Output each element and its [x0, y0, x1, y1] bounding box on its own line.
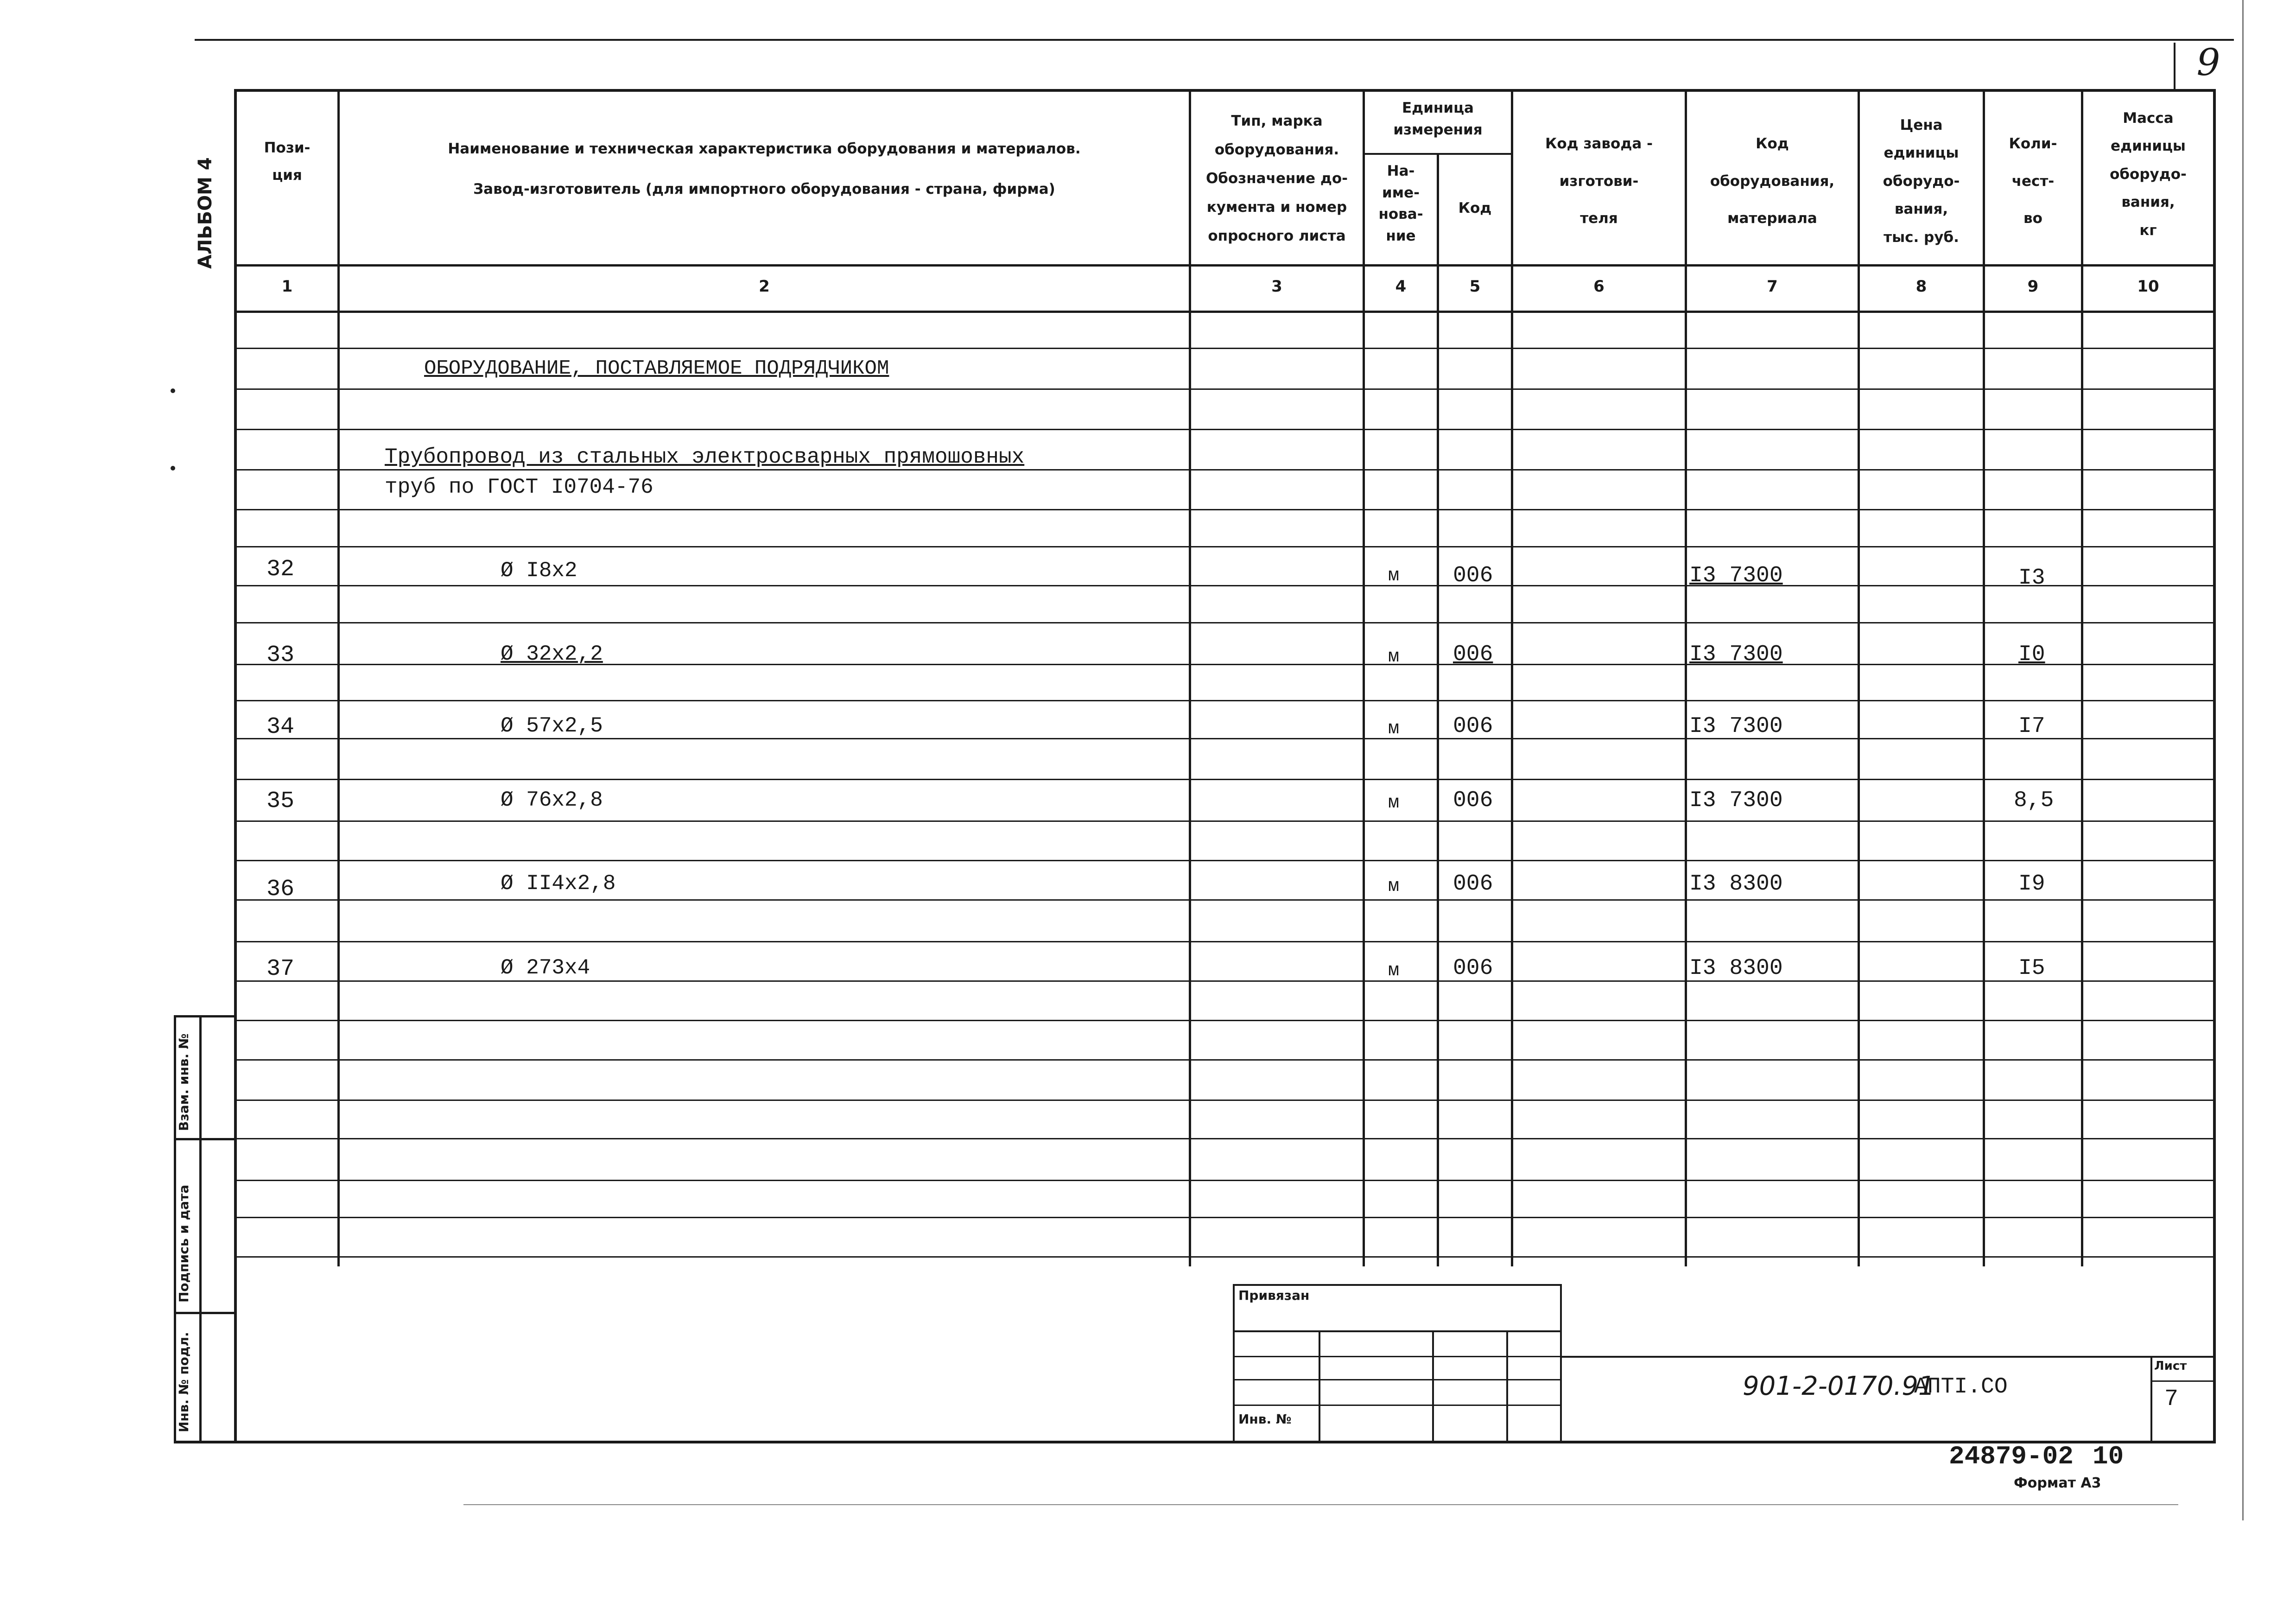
corner-box-left	[2174, 43, 2175, 89]
header-type-line: опросного листа	[1208, 228, 1346, 244]
row-qty: I9	[2018, 871, 2045, 896]
table-row-line	[234, 1020, 2216, 1021]
table-row-line	[234, 348, 2216, 349]
row-qty: I0	[2018, 642, 2045, 667]
col-line-3	[1363, 89, 1365, 1266]
stamp-col-2	[1432, 1330, 1434, 1442]
colnum-3: 3	[1271, 277, 1282, 296]
row-material-code: I3 8300	[1689, 956, 1783, 981]
stamp-col-3	[1506, 1330, 1508, 1442]
row-material-code: I3 7300	[1689, 714, 1783, 739]
header-material-code-line: оборудования,	[1710, 172, 1835, 190]
stamp-row-1	[1233, 1330, 1562, 1332]
row-material-code: I3 7300	[1689, 788, 1783, 813]
stamp-right-line	[1560, 1284, 1562, 1442]
row-name: Ø II4x2,8	[501, 871, 616, 896]
header-price	[1860, 111, 1983, 251]
header-mass-line: оборудо-	[2110, 165, 2187, 183]
row-unit-code: 006	[1453, 642, 1493, 667]
row-unit: м	[1388, 960, 1400, 981]
section-title: ОБОРУДОВАНИЕ, ПОСТАВЛЯЕМОЕ ПОДРЯДЧИКОМ	[424, 357, 889, 380]
header-unit-group	[1365, 97, 1511, 140]
row-unit: м	[1388, 718, 1400, 739]
header-type-line: кумента и номер	[1206, 199, 1347, 216]
row-name: Ø 57x2,5	[501, 714, 603, 738]
row-pos: 37	[266, 956, 295, 982]
row-unit-code: 006	[1453, 563, 1493, 588]
header-type-line: оборудования.	[1214, 141, 1339, 158]
table-row-line	[234, 388, 2216, 390]
header-name-line: Завод-изготовитель (для импортного оборудования - страна, фирма)	[473, 180, 1055, 197]
scan-dot	[171, 466, 175, 470]
table-row-line	[234, 1138, 2216, 1139]
table-row-line	[234, 941, 2216, 942]
header-pos-line: ция	[272, 166, 302, 184]
table-row-line	[234, 738, 2216, 739]
header-pos-line: Пози-	[264, 140, 311, 156]
side-stamp-orig-inv: Инв. № подл.	[176, 1332, 191, 1432]
row-name: Ø 32x2,2	[501, 642, 603, 666]
header-name-line: Наименование и техническая характеристика оборудования и материалов.	[448, 140, 1081, 157]
table-row-line	[234, 820, 2216, 822]
side-stamp-replaced-inv: Взам. инв. №	[176, 1033, 191, 1131]
header-price-line: единицы	[1884, 145, 1959, 162]
header-material-code	[1687, 125, 1858, 237]
header-mass-line: единицы	[2111, 138, 2186, 155]
sheet-box-mid	[2150, 1380, 2215, 1382]
table-row-line	[234, 509, 2216, 510]
table-row-line	[234, 546, 2216, 547]
header-qty-line: чест-	[2011, 172, 2055, 190]
header-name	[340, 129, 1189, 210]
side-stamp-signature-date: Подпись и дата	[176, 1184, 191, 1303]
row-unit-code: 006	[1453, 956, 1493, 981]
col-line-8	[1983, 89, 1985, 1266]
row-unit-code: 006	[1453, 714, 1493, 739]
right-edge-line	[2242, 0, 2244, 1520]
stamp-row-3	[1233, 1379, 1562, 1380]
table-row-line	[234, 585, 2216, 586]
colnum-10: 10	[2137, 277, 2159, 296]
table-row-line	[234, 429, 2216, 430]
row-pos: 32	[266, 556, 295, 583]
doc-code-hand: 901-2-0170.91	[1743, 1371, 1935, 1401]
row-unit-code: 006	[1453, 871, 1493, 896]
sheet-number: 7	[2164, 1386, 2179, 1412]
stamp-bound-label: Привязан	[1238, 1288, 1310, 1303]
header-qty	[1985, 125, 2081, 237]
col-line-7	[1858, 89, 1860, 1266]
row-material-code: I3 7300	[1689, 642, 1783, 667]
header-mass-line: Масса	[2123, 110, 2174, 127]
stamp-left-line	[1233, 1284, 1235, 1442]
table-row-line	[234, 1217, 2216, 1218]
top-rule	[195, 39, 2234, 41]
row-pos: 34	[266, 714, 295, 740]
sheet-box-left	[2150, 1356, 2152, 1443]
colnum-4: 4	[1395, 277, 1407, 296]
stamp-row-4	[1233, 1405, 1562, 1406]
header-bottom-line	[234, 264, 2216, 267]
header-factory-code-line: теля	[1580, 210, 1618, 227]
sheet-label: Лист	[2154, 1359, 2187, 1373]
header-material-code-line: материала	[1727, 210, 1817, 227]
header-type-line: Тип, марка	[1231, 113, 1323, 129]
row-unit: м	[1388, 876, 1400, 897]
row-name: Ø 273x4	[501, 956, 590, 980]
header-qty-line: во	[2023, 210, 2042, 227]
side-stamp-mid	[199, 1015, 202, 1442]
stamp-row-2	[1233, 1356, 1562, 1357]
col-line-9	[2081, 89, 2083, 1266]
colnum-9: 9	[2027, 277, 2039, 296]
colnum-6: 6	[1593, 277, 1605, 296]
doc-code-type: АПТI.СО	[1914, 1374, 2008, 1399]
format-label: Формат А3	[2014, 1475, 2101, 1491]
row-qty: 8,5	[2014, 788, 2054, 813]
table-row-line	[234, 622, 2216, 623]
corner-sheet-number: 9	[2196, 41, 2220, 84]
row-pos: 36	[266, 876, 295, 903]
album-label: АЛЬБОМ 4	[195, 157, 216, 269]
header-unit-code	[1439, 195, 1511, 222]
header-price-line: Цена	[1900, 117, 1943, 134]
header-factory-code-line: Код завода -	[1545, 135, 1653, 152]
table-row-line	[234, 1180, 2216, 1181]
header-mass-line: кг	[2139, 222, 2157, 239]
header-factory-code	[1513, 125, 1685, 237]
row-material-code: I3 8300	[1689, 871, 1783, 896]
row-pos: 33	[266, 642, 295, 668]
header-unit-group-line: Единица	[1402, 100, 1474, 116]
col-line-1	[337, 89, 340, 1266]
row-unit: м	[1388, 793, 1400, 814]
header-type	[1191, 107, 1363, 250]
header-material-code-line: Код	[1756, 135, 1789, 152]
col-line-5	[1511, 89, 1513, 1266]
row-unit-code: 006	[1453, 788, 1493, 813]
col-line-2	[1189, 89, 1191, 1266]
side-stamp-div2	[174, 1312, 236, 1314]
header-pos	[237, 134, 337, 189]
archive-suffix: 10	[2093, 1442, 2124, 1471]
table-row-line	[234, 700, 2216, 701]
table-row-line	[234, 779, 2216, 780]
side-stamp-div1	[174, 1138, 236, 1140]
table-row-line	[234, 1256, 2216, 1258]
colnum-1: 1	[281, 277, 293, 296]
title-block-line	[1560, 1356, 2214, 1358]
group-description-line-1: Трубопровод из стальных электросварных прямошовных	[385, 445, 1025, 469]
archive-number: 24879-02	[1949, 1442, 2074, 1471]
header-type-line: Обозначение до-	[1205, 170, 1348, 187]
header-unit-name-line: ние	[1386, 227, 1416, 244]
header-price-line: оборудо-	[1883, 172, 1960, 190]
table-row-line	[234, 1100, 2216, 1101]
row-qty: I7	[2018, 714, 2045, 739]
table-row-line	[234, 860, 2216, 861]
table-top-border	[234, 89, 2216, 92]
side-stamp-top	[174, 1015, 236, 1017]
header-unit-name	[1365, 160, 1437, 247]
header-qty-line: Коли-	[2009, 135, 2057, 152]
bottom-thin-rule	[463, 1504, 2178, 1505]
header-unit-code-line: Код	[1458, 200, 1492, 216]
col-line-6	[1685, 89, 1687, 1266]
header-unit-name-line: На-	[1387, 163, 1415, 179]
group-description-line-2: труб по ГОСТ I0704-76	[385, 475, 653, 499]
row-unit: м	[1388, 647, 1400, 668]
scan-dot	[171, 388, 175, 393]
unit-group-line	[1363, 153, 1513, 155]
stamp-col-1	[1319, 1330, 1320, 1442]
colnum-7: 7	[1767, 277, 1778, 296]
table-row-line	[234, 469, 2216, 470]
table-row-line	[234, 899, 2216, 901]
stamp-inv-label: Инв. №	[1238, 1411, 1292, 1427]
header-mass-line: вания,	[2121, 194, 2175, 211]
header-price-line: вания,	[1894, 201, 1948, 218]
header-unit-name-line: нова-	[1378, 206, 1423, 222]
colnum-5: 5	[1469, 277, 1481, 296]
table-row-line	[234, 1059, 2216, 1061]
header-unit-name-line: име-	[1382, 184, 1420, 201]
header-unit-group-line: измерения	[1393, 121, 1483, 138]
header-factory-code-line: изготови-	[1559, 172, 1639, 190]
row-name: Ø I8x2	[501, 559, 577, 583]
table-bottom-border	[174, 1441, 2216, 1443]
stamp-top-line	[1233, 1284, 1562, 1286]
row-qty: I5	[2018, 956, 2045, 981]
header-mass	[2083, 104, 2213, 244]
row-unit: м	[1388, 566, 1400, 586]
row-name: Ø 76x2,8	[501, 788, 603, 812]
colnum-bottom-line	[234, 311, 2216, 313]
colnum-8: 8	[1915, 277, 1927, 296]
row-qty: I3	[2018, 566, 2045, 591]
table-right-border	[2213, 89, 2216, 1443]
header-price-line: тыс. руб.	[1884, 229, 1959, 246]
colnum-2: 2	[759, 277, 770, 296]
row-pos: 35	[266, 788, 295, 814]
row-material-code: I3 7300	[1689, 563, 1783, 588]
table-row-line	[234, 980, 2216, 982]
